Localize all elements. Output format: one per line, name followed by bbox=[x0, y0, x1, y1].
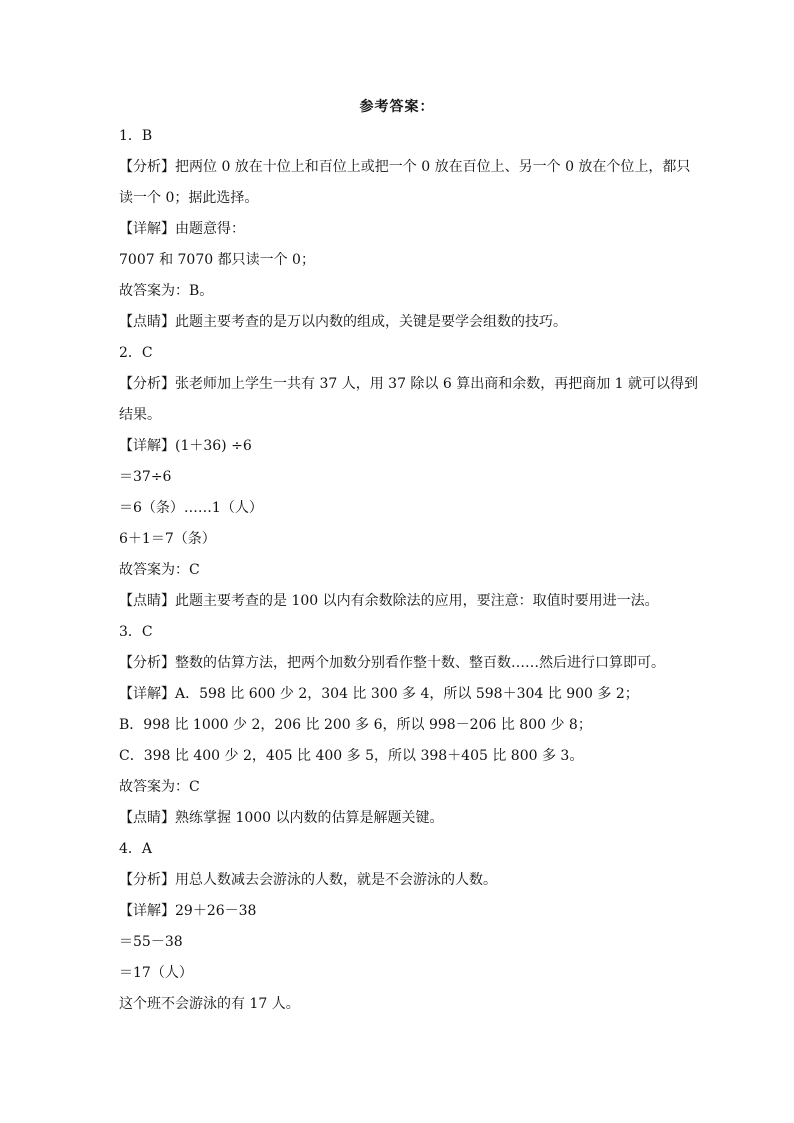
answer-3-remark: 【点睛】熟练掌握 1000 以内数的估算是解题关键。 bbox=[119, 810, 444, 826]
answer-2-choice: 2．C bbox=[119, 345, 153, 361]
answer-4-step: ＝55－38 bbox=[119, 934, 183, 950]
answer-1-detail-line: 7007 和 7070 都只读一个 0； bbox=[119, 252, 315, 268]
answer-4-detail: 【详解】29＋26－38 bbox=[119, 903, 257, 919]
answer-4-conclusion: 这个班不会游泳的有 17 人。 bbox=[119, 996, 300, 1012]
answer-4-choice: 4．A bbox=[119, 841, 153, 857]
answer-3-option-b: B．998 比 1000 少 2，206 比 200 多 6，所以 998－206 比 800 少 8； bbox=[119, 717, 592, 733]
answer-3-detail: 【详解】A．598 比 600 少 2，304 比 300 多 4，所以 598＋304 比 900 多 2； bbox=[119, 686, 639, 702]
answer-3-conclusion: 故答案为：C bbox=[119, 779, 200, 795]
answer-1-remark: 【点睛】此题主要考查的是万以内数的组成，关键是要学会组数的技巧。 bbox=[119, 314, 567, 330]
answer-2-conclusion: 故答案为：C bbox=[119, 562, 200, 578]
answer-2-remark: 【点睛】此题主要考查的是 100 以内有余数除法的应用，要注意：取值时要用进一法。 bbox=[119, 593, 659, 609]
answer-3-analysis: 【分析】整数的估算方法，把两个加数分别看作整十数、整百数……然后进行口算即可。 bbox=[119, 655, 665, 671]
answer-2-step: 6＋1＝7（条） bbox=[119, 531, 216, 547]
answer-3-choice: 3．C bbox=[119, 624, 153, 640]
answer-2-detail: 【详解】(1＋36) ÷6 bbox=[119, 438, 252, 454]
answer-1-analysis: 【分析】把两位 0 放在十位上和百位上或把一个 0 放在百位上、另一个 0 放在个位上，都只 bbox=[119, 159, 691, 175]
answer-1-analysis-cont: 读一个 0；据此选择。 bbox=[119, 190, 259, 206]
answer-2-analysis-cont: 结果。 bbox=[119, 407, 161, 423]
answer-content bbox=[119, 121, 699, 1020]
answer-4-analysis: 【分析】用总人数减去会游泳的人数，就是不会游泳的人数。 bbox=[119, 872, 497, 888]
answer-4-step: ＝17（人） bbox=[119, 965, 193, 981]
answer-1-choice: 1．B bbox=[119, 128, 153, 144]
answer-1-detail: 【详解】由题意得： bbox=[119, 221, 245, 237]
page-title: 参考答案： bbox=[359, 99, 435, 115]
answer-3-option-c: C．398 比 400 少 2，405 比 400 多 5，所以 398＋405 比 800 多 3。 bbox=[119, 748, 584, 764]
answer-2-step: ＝37÷6 bbox=[119, 469, 172, 485]
answer-2-analysis: 【分析】张老师加上学生一共有 37 人，用 37 除以 6 算出商和余数，再把商加 1 就可以得到 bbox=[119, 376, 699, 392]
answer-2-step: ＝6（条）……1（人） bbox=[119, 500, 263, 516]
answer-1-conclusion: 故答案为：B。 bbox=[119, 283, 214, 299]
